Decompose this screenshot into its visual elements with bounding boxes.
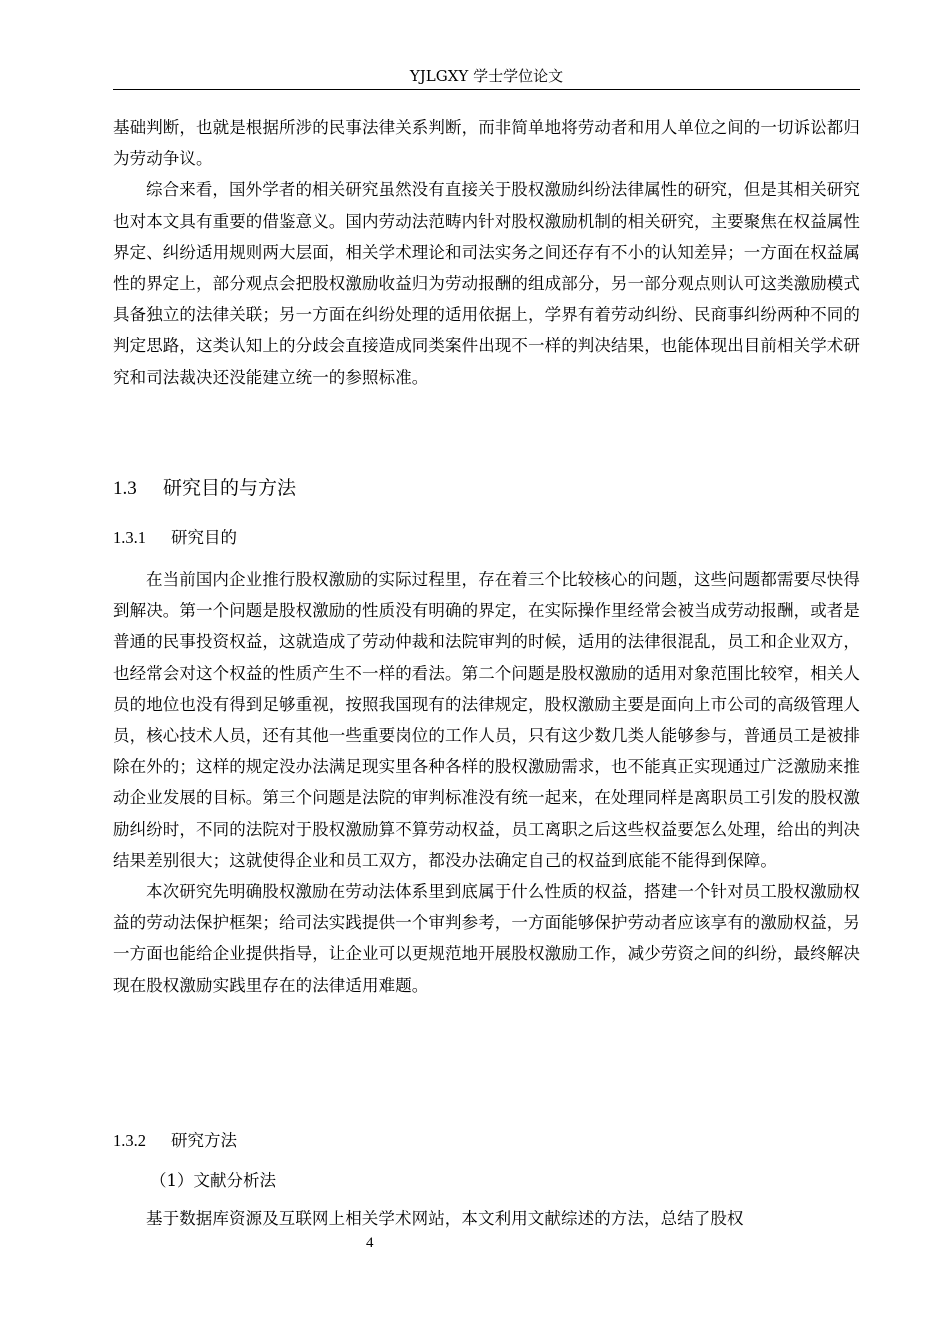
subsection-title: 研究目的 (171, 528, 237, 547)
page-header-title: YJLGXY 学士学位论文 (409, 67, 564, 85)
subsection-heading-1-3-1 (113, 527, 237, 549)
method-label: （1）文献分析法 (150, 1171, 276, 1190)
subsection-number: 1.3.2 (113, 1131, 146, 1150)
paragraph: 基于数据库资源及互联网上相关学术网站，本文利用文献综述的方法，总结了股权 (146, 1209, 744, 1228)
intro-text-block (113, 112, 860, 393)
page-number: 4 (366, 1235, 374, 1251)
purpose-text-block (113, 564, 860, 1001)
section-heading-1-3 (113, 476, 296, 501)
paragraph: 在当前国内企业推行股权激励的实际过程里，存在着三个比较核心的问题，这些问题都需要尽快得到解决。第一个问题是股权激励的性质没有明确的界定，在实际操作里经常会被当成劳动报酬，或者是普通的民事投资权益，这就造成了劳动仲裁和法院审判的时候，适用的法律很混乱，员工和企业双方，也经常会对这个权益的性质产生不一样的看法。第二个问题是股权激励的适用对象范围比较窄，相关人员的地位也没有得到足够重视，按照我国现有的法律规定，股权激励主要是面向上市公司的高级管理人员，核心技术人员，还有其他一些重要岗位的工作人员，只有这少数几类人能够参与，普通员工是被排除在外的；这样的规定没办法满足现实里各种各样的股权激励需求，也不能真正实现通过广泛激励来推动企业发展的目标。第三个问题是法院的审判标准没有统一起来，在处理同样是离职员工引发的股权激励纠纷时，不同的法院对于股权激励算不算劳动权益，员工离职之后这些权益要怎么处理，给出的判决结果差别很大；这就使得企业和员工双方，都没办法确定自己的权益到底能不能得到保障。 (113, 570, 860, 870)
subsection-heading-1-3-2 (113, 1130, 237, 1152)
header-divider (113, 89, 860, 90)
subsection-number: 1.3.1 (113, 528, 146, 547)
section-number: 1.3 (113, 478, 137, 499)
paragraph: 基础判断，也就是根据所涉的民事法律关系判断，而非简单地将劳动者和用人单位之间的一切诉讼都归为劳动争议。 (113, 118, 860, 169)
paragraph: 综合来看，国外学者的相关研究虽然没有直接关于股权激励纠纷法律属性的研究，但是其相关研究也对本文具有重要的借鉴意义。国内劳动法范畴内针对股权激励机制的相关研究，主要聚焦在权益属性界定、纠纷适用规则两大层面，相关学术理论和司法实务之间还存有不小的认知差异；一方面在权益属性的界定上，部分观点会把股权激励收益归为劳动报酬的组成部分，另一部分观点则认可这类激励模式具备独立的法律关联；另一方面在纠纷处理的适用依据上，学界有着劳动纠纷、民商事纠纷两种不同的判定思路，这类认知上的分歧会直接造成同类案件出现不一样的判决结果，也能体现出目前相关学术研究和司法裁决还没能建立统一的参照标准。 (113, 180, 860, 387)
method-text-block (113, 1203, 860, 1234)
subsection-title: 研究方法 (171, 1131, 237, 1150)
paragraph: 本次研究先明确股权激励在劳动法体系里到底属于什么性质的权益，搭建一个针对员工股权激励权益的劳动法保护框架；给司法实践提供一个审判参考，一方面能够保护劳动者应该享有的激励权益，另一方面也能给企业提供指导，让企业可以更规范地开展股权激励工作，减少劳资之间的纠纷，最终解决现在股权激励实践里存在的法律适用难题。 (113, 882, 860, 995)
section-title: 研究目的与方法 (163, 477, 297, 499)
